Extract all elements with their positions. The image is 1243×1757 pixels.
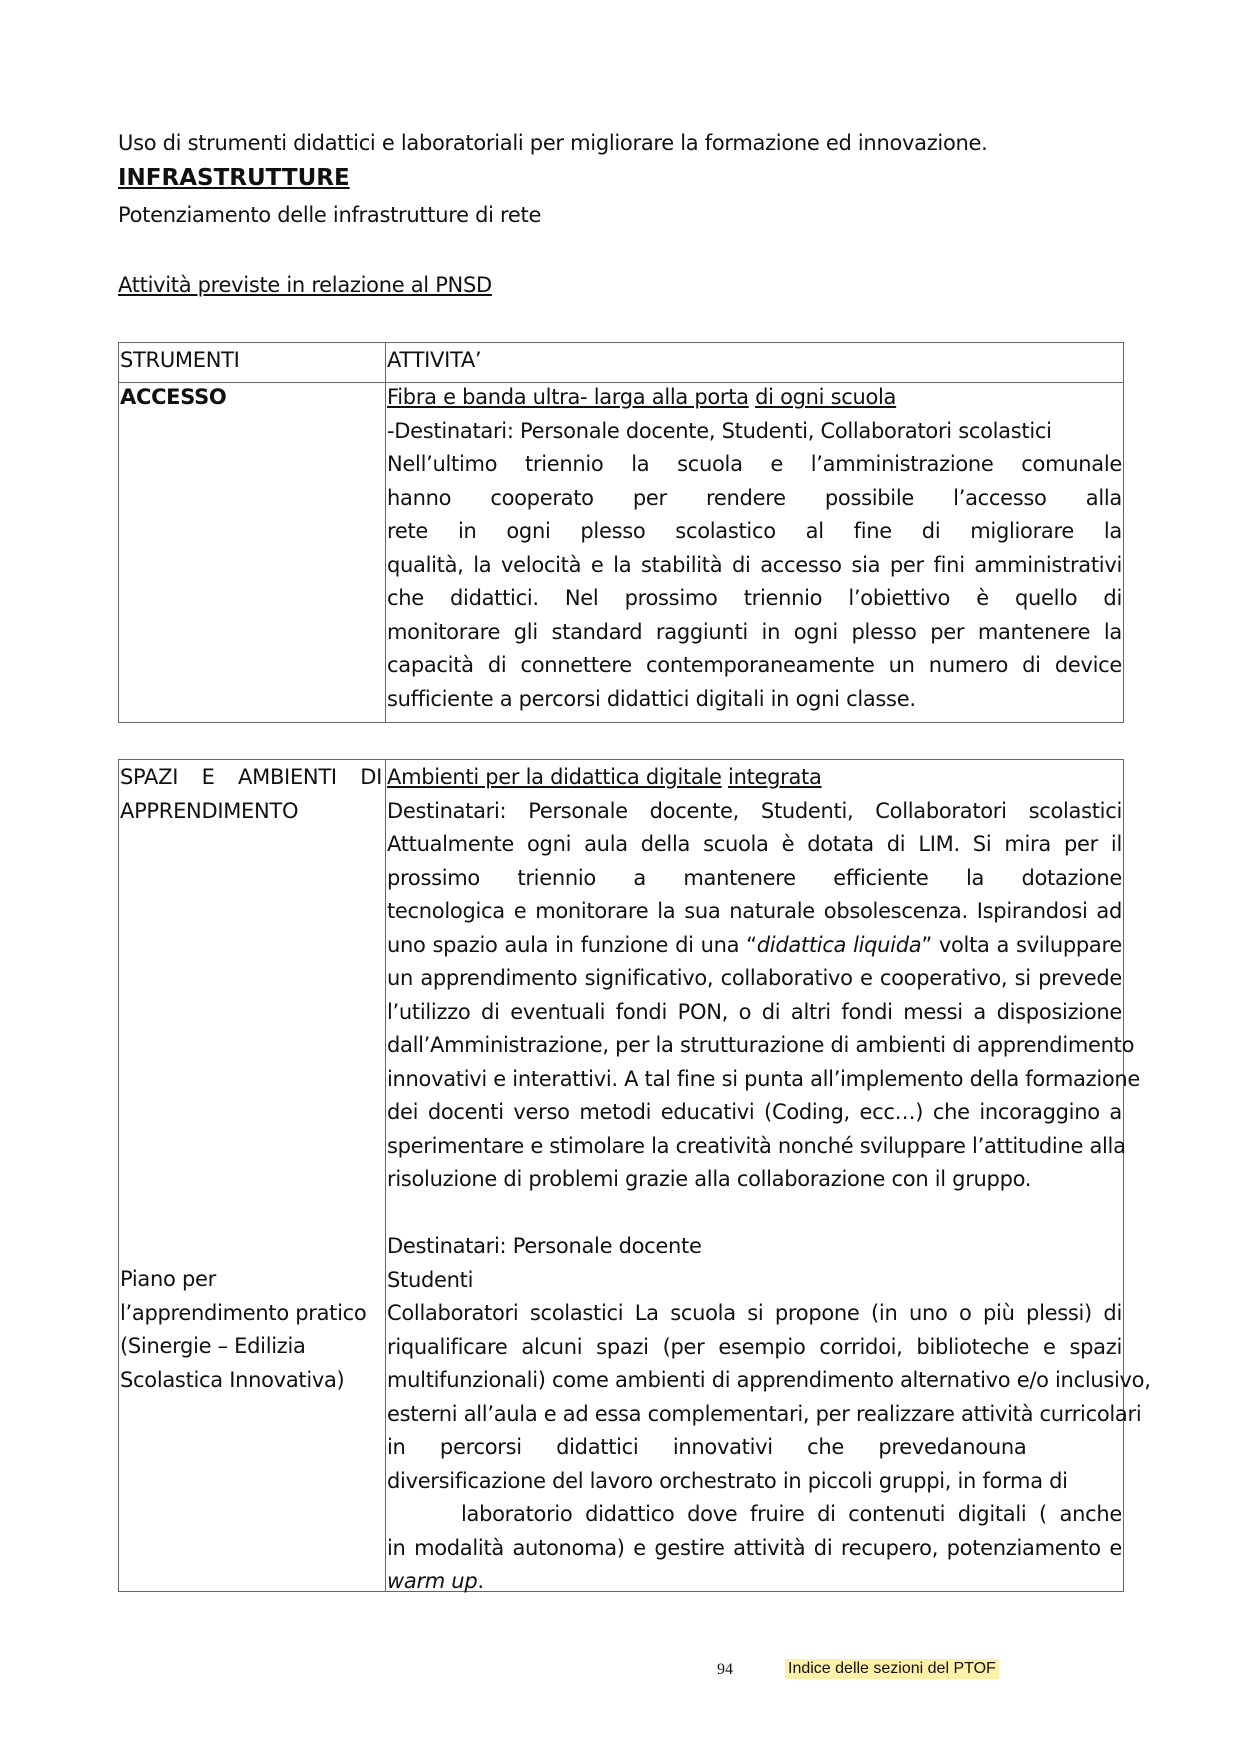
spaces-line: l’utilizzo di eventuali fondi PON, o di altri fondi messi a disposizione bbox=[387, 999, 1122, 1024]
row-label-spaces: SPAZI E AMBIENTI DI APPRENDIMENTO bbox=[120, 765, 382, 823]
page-number: 94 bbox=[717, 1661, 733, 1678]
spaces-line: in percorsi didattici innovativi che prevedanouna bbox=[387, 1435, 1027, 1459]
access-title: Fibra e banda ultra- larga alla porta di ogni scuola bbox=[387, 385, 897, 409]
access-line: rete in ogni plesso scolastico al fine di migliorare la bbox=[387, 519, 1122, 543]
spaces-line: Collaboratori scolastici La scuola si propone (in uno o più plessi) di bbox=[387, 1301, 1122, 1325]
spaces-line: multifunzionali) come ambienti di apprendimento alternativo e/o inclusivo, bbox=[387, 1368, 1151, 1392]
spaces-line: dei docenti verso metodi educativi (Coding, ecc…) che incoraggino a bbox=[387, 1100, 1122, 1124]
spaces-line: sperimentare e stimolare la creatività nonché sviluppare l’attitudine alla bbox=[387, 1133, 1126, 1158]
spaces-line: dall’Amministrazione, per la strutturazione di ambienti di apprendimento bbox=[387, 1033, 1135, 1057]
spaces-line: Destinatari: Personale docente, Studenti, Collaboratori scolastici bbox=[387, 798, 1122, 823]
spaces-line: un apprendimento significativo, collaborativo e cooperativo, si prevede bbox=[387, 966, 1122, 990]
row-label-piano: Piano per l’apprendimento pratico (Sinergie – Edilizia Scolastica Innovativa) bbox=[120, 1267, 367, 1392]
access-line: sufficiente a percorsi didattici digitali in ogni classe. bbox=[387, 686, 916, 711]
blank-line bbox=[387, 1197, 1122, 1231]
column-divider bbox=[385, 760, 386, 1591]
spaces-line: esterni all’aula e ad essa complementari, per realizzare attività curricolari bbox=[387, 1401, 1142, 1426]
studenti-line: Studenti bbox=[387, 1267, 474, 1292]
access-content bbox=[387, 381, 1122, 716]
spaces-line: tecnologica e monitorare la sua naturale obsolescenza. Ispirandosi ad bbox=[387, 899, 1122, 923]
access-line: -Destinatari: Personale docente, Studenti, Collaboratori scolastici bbox=[387, 418, 1052, 443]
spaces-line: in modalità autonoma) e gestire attività di recupero, potenziamento e bbox=[387, 1535, 1122, 1560]
access-line: Nell’ultimo triennio la scuola e l’amministrazione comunale bbox=[387, 452, 1122, 476]
pnsd-table-access bbox=[118, 342, 1124, 723]
access-line: monitorare gli standard raggiunti in ogni plesso per mantenere la bbox=[387, 619, 1122, 644]
spaces-line: prossimo triennio a mantenere efficiente la dotazione bbox=[387, 865, 1122, 890]
spaces-content bbox=[387, 761, 1151, 1599]
intro-text: Uso di strumenti didattici e laboratoriali per migliorare la formazione ed innovazione. bbox=[118, 131, 988, 155]
access-line: hanno cooperato per rendere possibile l’accesso alla bbox=[387, 485, 1122, 510]
row-label-accesso: ACCESSO bbox=[120, 385, 227, 409]
access-line: che didattici. Nel prossimo triennio l’obiettivo è quello di bbox=[387, 586, 1122, 610]
access-line: qualità, la velocità e la stabilità di accesso sia per fini amministrativi bbox=[387, 552, 1122, 577]
spaces-line-italic: uno spazio aula in funzione di una “didattica liquida” volta a sviluppare bbox=[387, 932, 1122, 957]
subheading: Potenziamento delle infrastrutture di rete bbox=[118, 203, 542, 227]
spaces-line: innovativi e interattivi. A tal fine si punta all’implemento della formazione bbox=[387, 1066, 1141, 1091]
spaces-final-line: warm up. bbox=[387, 1569, 484, 1593]
pnsd-activities-link[interactable]: Attività previste in relazione al PNSD bbox=[118, 273, 492, 297]
section-heading: INFRASTRUTTURE bbox=[118, 165, 350, 191]
spaces-line: riqualificare alcuni spazi (per esempio corridoi, biblioteche e spazi bbox=[387, 1334, 1122, 1359]
col-header-strumenti: STRUMENTI bbox=[120, 348, 240, 372]
spaces-title: Ambienti per la didattica digitale integrata bbox=[387, 765, 822, 789]
column-divider bbox=[385, 343, 386, 722]
dest-line: Destinatari: Personale docente bbox=[387, 1234, 702, 1258]
pnsd-table-spaces bbox=[118, 759, 1151, 1593]
ptof-index-link[interactable]: Indice delle sezioni del PTOF bbox=[785, 1659, 999, 1679]
spaces-line: risoluzione di problemi grazie alla collaborazione con il gruppo. bbox=[387, 1167, 1032, 1191]
spaces-line: laboratorio didattico dove fruire di contenuti digitali ( anche bbox=[461, 1502, 1122, 1526]
col-header-attivita: ATTIVITA’ bbox=[387, 348, 482, 372]
spaces-line: Attualmente ogni aula della scuola è dotata di LIM. Si mira per il bbox=[387, 832, 1122, 856]
spaces-line: diversificazione del lavoro orchestrato in piccoli gruppi, in forma di bbox=[387, 1468, 1068, 1493]
access-line: capacità di connettere contemporaneamente un numero di device bbox=[387, 653, 1122, 677]
